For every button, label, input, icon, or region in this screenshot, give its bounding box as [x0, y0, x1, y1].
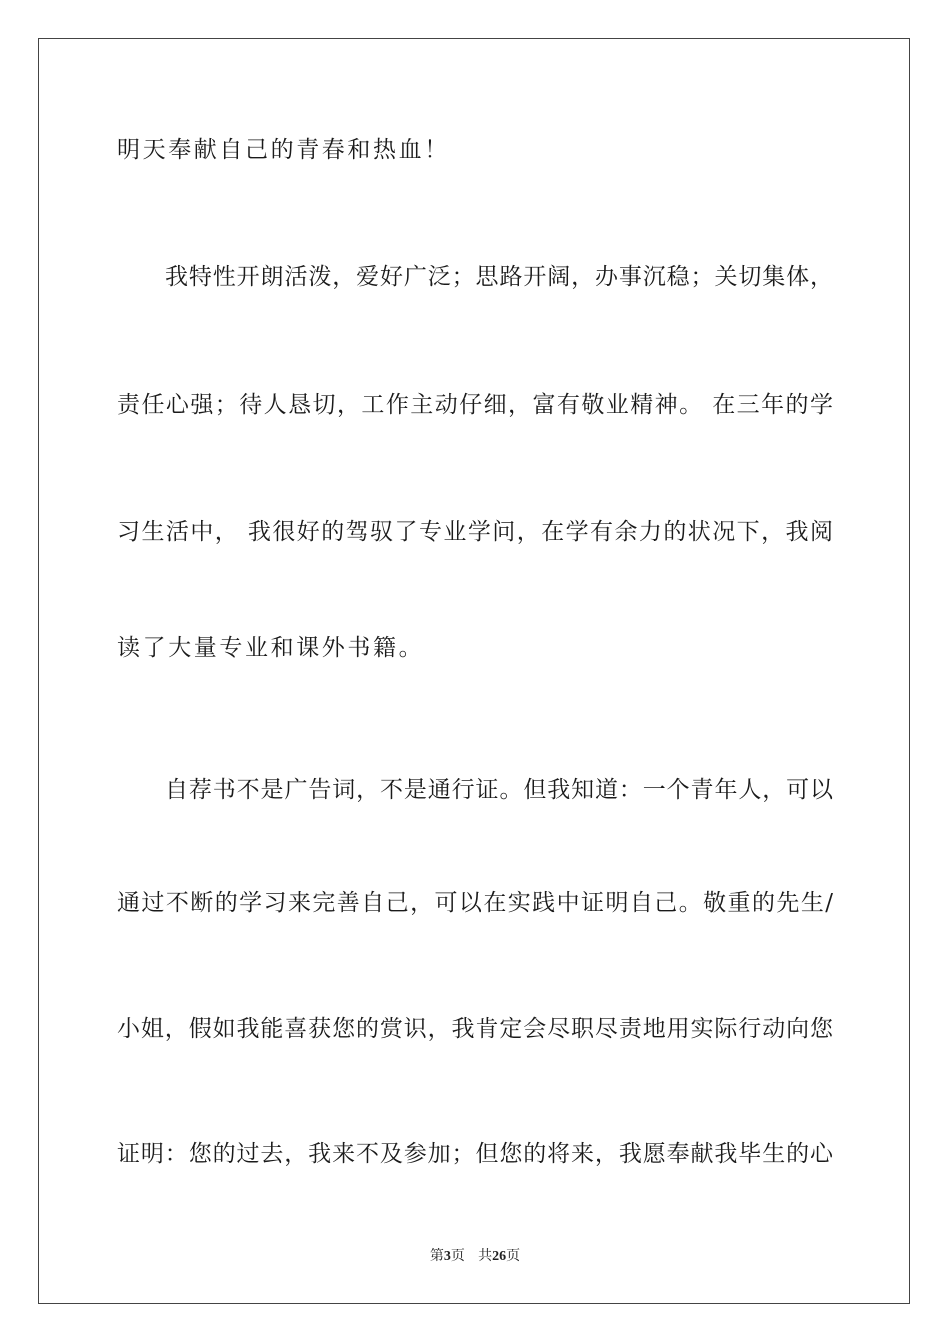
page-border — [38, 38, 910, 1304]
text-line-5: 读了大量专业和课外书籍。 — [117, 635, 425, 661]
text-line-7: 通过不断的学习来完善自己，可以在实践中证明自己。敬重的先生/ — [117, 890, 833, 916]
text-line-1: 明天奉献自己的青春和热血！ — [117, 137, 450, 163]
page-suffix: 页 — [450, 1248, 465, 1264]
text-line-9: 证明：您的过去，我来不及参加；但您的将来，我愿奉献我毕生的心 — [117, 1141, 833, 1167]
text-line-6: 自荐书不是广告词，不是通行证。但我知道：一个青年人，可以 — [165, 777, 833, 803]
text-line-8: 小姐，假如我能喜获您的赏识，我肯定会尽职尽责地用实际行动向您 — [117, 1016, 833, 1042]
total-pages: 26 — [492, 1249, 507, 1264]
text-line-3: 责任心强；待人恳切，工作主动仔细，富有敬业精神。 在三年的学 — [117, 392, 833, 418]
page-footer — [0, 1247, 950, 1266]
total-prefix: 共 — [478, 1248, 493, 1264]
text-line-2: 我特性开朗活泼，爱好广泛；思路开阔，办事沉稳；关切集体， — [165, 264, 833, 290]
text-line-4: 习生活中， 我很好的驾驭了专业学问，在学有余力的状况下，我阅 — [117, 519, 833, 545]
page-prefix: 第 — [429, 1248, 444, 1264]
total-suffix: 页 — [506, 1248, 521, 1264]
page-number: 3 — [443, 1249, 451, 1264]
